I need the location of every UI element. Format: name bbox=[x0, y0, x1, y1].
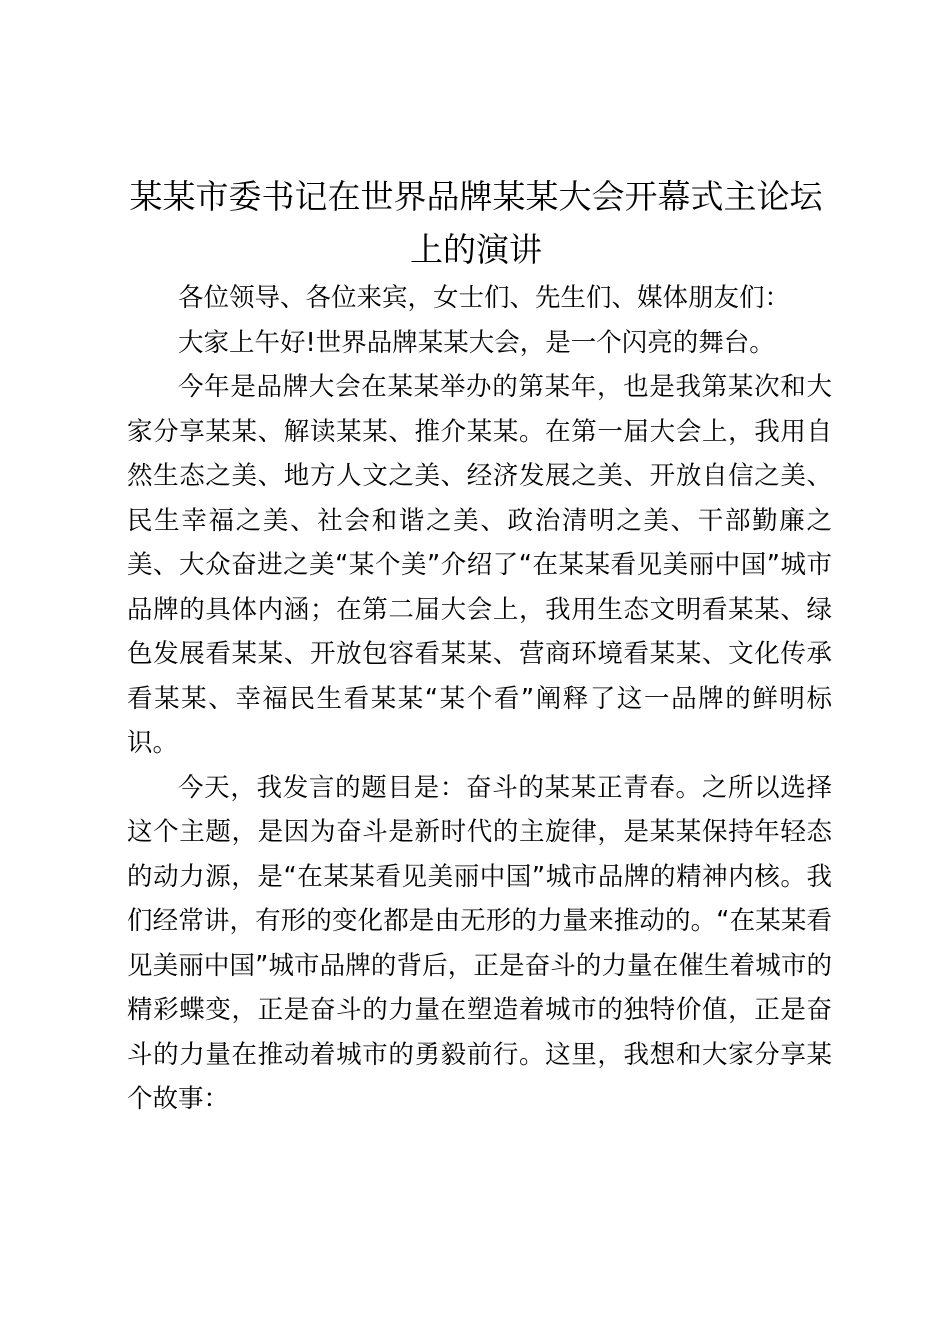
intro-paragraph: 今年是品牌大会在某某举办的第某年，也是我第某次和大家分享某某、解读某某、推介某某。在第一届大会上，我用自然生态之美、地方人文之美、经济发展之美、开放自信之美、民生幸福之美、社会和谐之美、政治清明之美、干部勤廉之美、大众奋进之美“某个美”介绍了“在某某看见美丽中国”城市品牌的具体内涵；在第二届大会上，我用生态文明看某某、绿色发展看某某、开放包容看某某、营商环境看某某、文化传承看某某、幸福民生看某某“某个看”阐释了这一品牌的鲜明标识。 bbox=[127, 372, 832, 758]
salutation-paragraph: 各位领导、各位来宾，女士们、先生们、媒体朋友们： bbox=[178, 283, 791, 313]
greeting-paragraph: 大家上午好!世界品牌某某大会，是一个闪亮的舞台。 bbox=[178, 327, 775, 358]
theme-paragraph: 今天，我发言的题目是：奋斗的某某正青春。之所以选择这个主题，是因为奋斗是新时代的主旋律，是某某保持年轻态的动力源，是“在某某看见美丽中国”城市品牌的精神内核。我们经常讲，有形的变化都是由无形的力量来推动的。“在某某看见美丽中国”城市品牌的背后，正是奋斗的力量在催生着城市的精彩蝶变，正是奋斗的力量在塑造着城市的独特价值，正是奋斗的力量在推动着城市的勇毅前行。这里，我想和大家分享某个故事： bbox=[127, 772, 832, 1114]
document-title: 某某市委书记在世界品牌某某大会开幕式主论坛上的演讲 bbox=[129, 177, 823, 269]
document-body bbox=[127, 276, 832, 1122]
